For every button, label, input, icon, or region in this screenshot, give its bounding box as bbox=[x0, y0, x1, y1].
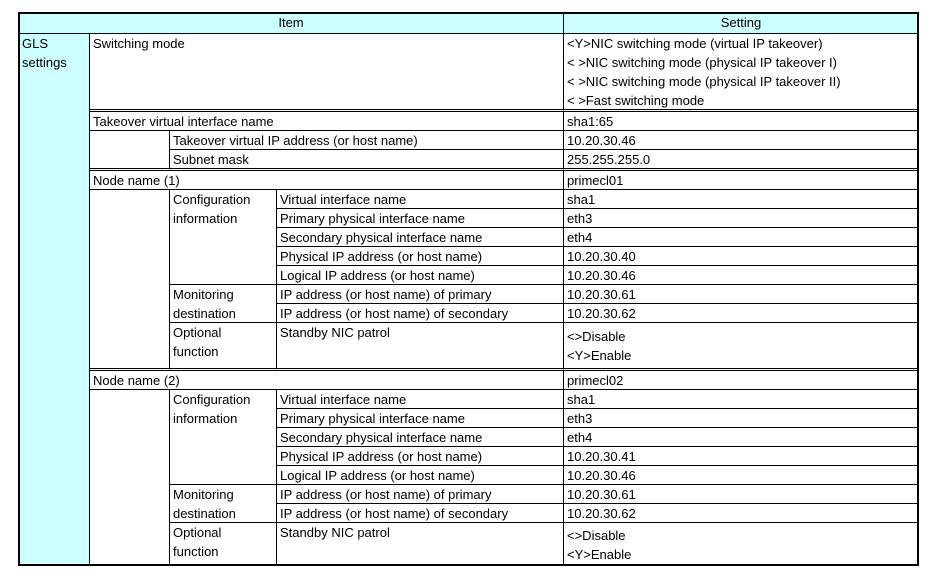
enable-option: <Y>Enable bbox=[567, 547, 632, 562]
node1-mon-secondary-label: IP address (or host name) of secondary bbox=[277, 304, 564, 323]
node2-monitor-label bbox=[170, 485, 277, 523]
takeover-indent bbox=[90, 131, 170, 171]
enable-option: <Y>Enable bbox=[567, 348, 632, 363]
node2-mon-primary-value: 10.20.30.61 bbox=[564, 485, 918, 504]
subnet-mask-value: 255.255.255.0 bbox=[564, 150, 918, 171]
disable-option: <>Disable bbox=[567, 528, 626, 543]
node1-secondary-if-value: eth4 bbox=[564, 228, 918, 247]
takeover-ip-value: 10.20.30.46 bbox=[564, 131, 918, 150]
optional-line2: function bbox=[173, 544, 219, 559]
optional-line1: Optional bbox=[173, 325, 222, 340]
switching-option-4: < >Fast switching mode bbox=[567, 93, 705, 108]
node1-logical-ip-value: 10.20.30.46 bbox=[564, 266, 918, 285]
node1-standby-patrol-value bbox=[564, 323, 918, 371]
node2-name-label: Node name (2) bbox=[90, 371, 564, 390]
node2-config-label bbox=[170, 390, 277, 485]
optional-line2: function bbox=[173, 344, 219, 359]
monitor-line2: destination bbox=[173, 306, 236, 321]
node2-primary-if-value: eth3 bbox=[564, 409, 918, 428]
header-item: Item bbox=[19, 13, 564, 34]
node2-secondary-if-label: Secondary physical interface name bbox=[277, 428, 564, 447]
config-line1: Configuration bbox=[173, 392, 251, 407]
node2-physical-ip-label: Physical IP address (or host name) bbox=[277, 447, 564, 466]
node1-physical-ip-value: 10.20.30.40 bbox=[564, 247, 918, 266]
takeover-interface-label: Takeover virtual interface name bbox=[90, 112, 564, 131]
node2-mon-primary-label: IP address (or host name) of primary bbox=[277, 485, 564, 504]
node1-name-label: Node name (1) bbox=[90, 171, 564, 190]
node1-mon-primary-label: IP address (or host name) of primary bbox=[277, 285, 564, 304]
gls-label-line1: GLS bbox=[22, 36, 49, 51]
node1-indent bbox=[90, 190, 170, 371]
node2-indent bbox=[90, 390, 170, 565]
gls-settings-label bbox=[19, 34, 90, 565]
node1-name-value: primecl01 bbox=[564, 171, 918, 190]
monitor-line1: Monitoring bbox=[173, 287, 234, 302]
switching-option-3: < >NIC switching mode (physical IP takeover II) bbox=[567, 74, 841, 89]
node2-standby-patrol-label: Standby NIC patrol bbox=[277, 523, 564, 565]
monitor-line2: destination bbox=[173, 506, 236, 521]
node2-mon-secondary-label: IP address (or host name) of secondary bbox=[277, 504, 564, 523]
switching-option-2: < >NIC switching mode (physical IP takeover I) bbox=[567, 55, 837, 70]
monitor-line1: Monitoring bbox=[173, 487, 234, 502]
node2-virtual-if-label: Virtual interface name bbox=[277, 390, 564, 409]
header-setting: Setting bbox=[564, 13, 918, 34]
subnet-mask-label: Subnet mask bbox=[170, 150, 564, 171]
node1-standby-patrol-label: Standby NIC patrol bbox=[277, 323, 564, 371]
node2-logical-ip-value: 10.20.30.46 bbox=[564, 466, 918, 485]
node2-mon-secondary-value: 10.20.30.62 bbox=[564, 504, 918, 523]
node1-primary-if-label: Primary physical interface name bbox=[277, 209, 564, 228]
config-line2: information bbox=[173, 211, 238, 226]
node1-virtual-if-value: sha1 bbox=[564, 190, 918, 209]
node1-logical-ip-label: Logical IP address (or host name) bbox=[277, 266, 564, 285]
node2-optional-label bbox=[170, 523, 277, 565]
takeover-ip-label: Takeover virtual IP address (or host name) bbox=[170, 131, 564, 150]
node1-mon-primary-value: 10.20.30.61 bbox=[564, 285, 918, 304]
config-line2: information bbox=[173, 411, 238, 426]
takeover-interface-value: sha1:65 bbox=[564, 112, 918, 131]
node1-physical-ip-label: Physical IP address (or host name) bbox=[277, 247, 564, 266]
node1-secondary-if-label: Secondary physical interface name bbox=[277, 228, 564, 247]
node2-standby-patrol-value bbox=[564, 523, 918, 565]
node2-secondary-if-value: eth4 bbox=[564, 428, 918, 447]
node1-monitor-label bbox=[170, 285, 277, 323]
optional-line1: Optional bbox=[173, 525, 222, 540]
node2-physical-ip-value: 10.20.30.41 bbox=[564, 447, 918, 466]
switching-mode-label: Switching mode bbox=[90, 34, 564, 112]
switching-mode-options bbox=[564, 34, 918, 112]
config-line1: Configuration bbox=[173, 192, 251, 207]
gls-label-line2: settings bbox=[22, 55, 67, 70]
node1-optional-label bbox=[170, 323, 277, 371]
disable-option: <>Disable bbox=[567, 329, 626, 344]
node2-logical-ip-label: Logical IP address (or host name) bbox=[277, 466, 564, 485]
node2-primary-if-label: Primary physical interface name bbox=[277, 409, 564, 428]
node1-virtual-if-label: Virtual interface name bbox=[277, 190, 564, 209]
node2-virtual-if-value: sha1 bbox=[564, 390, 918, 409]
node1-mon-secondary-value: 10.20.30.62 bbox=[564, 304, 918, 323]
node1-primary-if-value: eth3 bbox=[564, 209, 918, 228]
node1-config-label bbox=[170, 190, 277, 285]
switching-option-1: <Y>NIC switching mode (virtual IP takeover) bbox=[567, 36, 823, 51]
node2-name-value: primecl02 bbox=[564, 371, 918, 390]
